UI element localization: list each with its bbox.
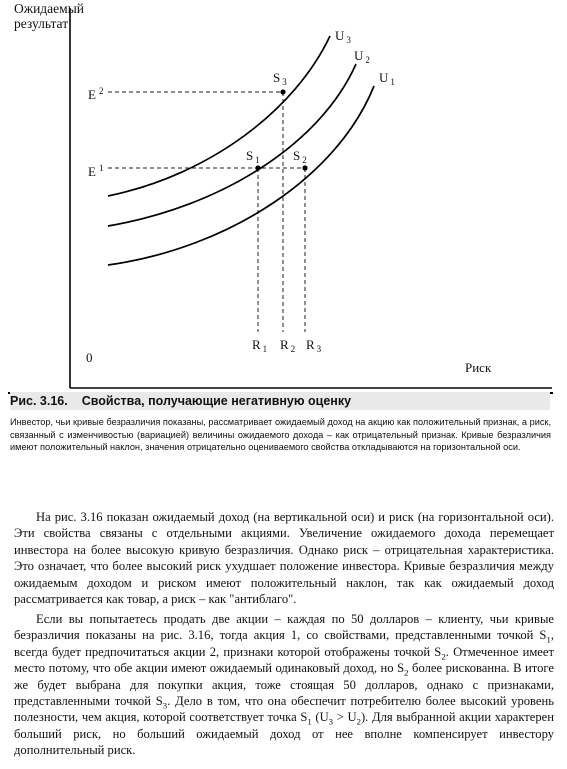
figure-title: Свойства, получающие негативную оценку bbox=[81, 394, 352, 408]
point-s3-marker bbox=[280, 89, 285, 94]
tick-e1: E $^1$ bbox=[88, 163, 104, 179]
figure-caption-title bbox=[10, 392, 550, 410]
body-paragraph-2: Если вы попытаетесь продать две акции – каждая по 50 долларов – клиенту, чьи кривые безразличия показаны на рис. 3.16, тогда акция 1, со свойствами, представленными точкой $S_1$, всегда будет предпочитаться акции 2, признаки которой отображены точкой $S_2$. Отмеченное имеет место потому, что обе акции имеют ожидаемый одинаковый доход, но $S_2$ более рискованна. В итоге же будет выбрана для покупки акция, тоже стоящая 50 долларов, однако с признаками, представленными точкой $S_3$. Дело в том, что она обеспечит потребителю более высокий уровень полезности, чем акция, которой соответствует точка $S_1$ $(U_3 > U_2)$. Для выбранной акции характерен больший риск, но больший ожидаемый доход от нее вполне компенсирует инвестору дополнительный риск. bbox=[14, 612, 555, 758]
label-u1: U $_1$ bbox=[379, 70, 395, 87]
label-s1: S $_1$ bbox=[246, 148, 260, 165]
figure-number: Рис. 3.16. bbox=[10, 394, 68, 408]
tick-r3: R $_3$ bbox=[306, 337, 322, 354]
y-axis-title: Ожидаемый результат bbox=[14, 1, 84, 31]
x-axis-title: Риск bbox=[465, 360, 492, 375]
tick-r1: R $_1$ bbox=[252, 337, 268, 354]
body-paragraph-1: На рис. 3.16 показан ожидаемый доход (на вертикальной оси) и риск (на горизонтальной оси). Эти свойства связаны с отдельными акциями. Увеличение ожидаемого дохода перемещает инвестора на более высокую кривую безразличия. Однако риск – отрицательная характеристика. Это означает, что более высокий риск ухудшает положение инвестора. Кривые безразличия между ожидаемым доходом и риском имеют положительный наклон, так как ожидаемый доход рассматривается как товар, а риск – как "антиблаго". bbox=[14, 510, 554, 607]
point-s2-marker bbox=[302, 165, 307, 170]
curve-u3 bbox=[108, 36, 330, 196]
label-u3: U $_3$ bbox=[335, 28, 351, 45]
label-s3: S $_3$ bbox=[273, 70, 287, 87]
origin-label: 0 bbox=[86, 350, 93, 365]
curve-u1 bbox=[108, 86, 374, 265]
tick-r2: R $_2$ bbox=[280, 337, 296, 354]
tick-e2: E $^2$ bbox=[88, 86, 104, 102]
label-s2: S $_2$ bbox=[293, 148, 307, 165]
label-u2: U $_2$ bbox=[354, 48, 370, 65]
figure-caption-text: Инвестор, чьи кривые безразличия показаны, рассматривает ожидаемый доход на акцию как положительный признак, а риск, связанный с изменчивостью (вариацией) величины ожидаемого дохода – как отрицательный признак. Кривые безразличия имеют положительный наклон, значения отрицательно оцениваемого свойства откладываются на горизонтальной оси. bbox=[10, 417, 551, 453]
point-s1-marker bbox=[255, 165, 260, 170]
